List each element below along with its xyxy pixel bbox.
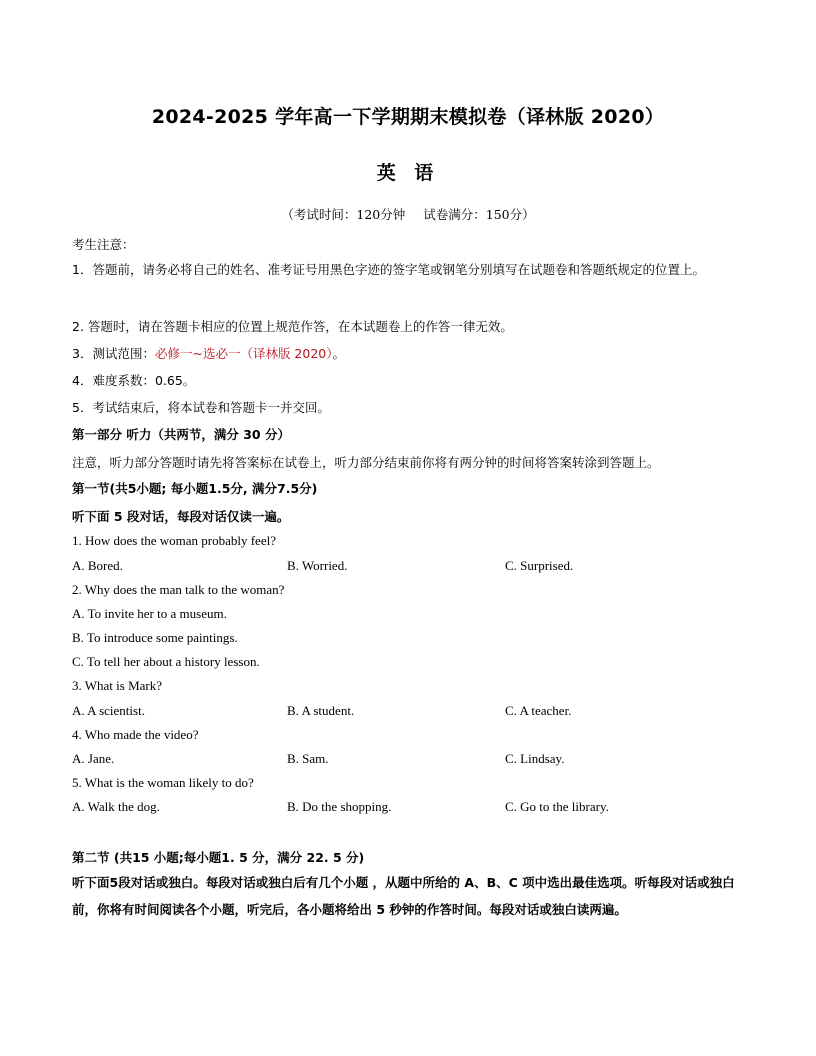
notice-item-4: 4．难度系数：0.65。: [72, 373, 196, 388]
q4-option-a: A. Jane.: [72, 751, 115, 766]
question-4: 4. Who made the video?: [72, 727, 199, 742]
part1-note: 注意，听力部分答题时请先将答案标在试卷上，听力部分结束前你将有两分钟的时间将答案转涂到答题上。: [72, 455, 660, 470]
notice-item-1: 1．答题前，请务必将自己的姓名、准考证号用黑色字迹的签字笔或钢笔分别填写在试题卷和答题纸规定的位置上。: [72, 262, 705, 277]
notice-item-3-prefix: 3．测试范围：: [72, 346, 155, 361]
q3-option-c: C. A teacher.: [505, 703, 572, 718]
part1-heading: 第一部分 听力（共两节，满分 30 分）: [72, 427, 290, 442]
q1-option-c: C. Surprised.: [505, 558, 574, 573]
q3-option-b: B. A student.: [287, 703, 355, 718]
section2-heading: 第二节 (共15 小题;每小题1. 5 分，满分 22. 5 分): [72, 850, 365, 865]
q4-option-b: B. Sam.: [287, 751, 329, 766]
notice-item-2: 2. 答题时，请在答题卡相应的位置上规范作答，在本试题卷上的作答一律无效。: [72, 319, 513, 334]
q5-option-a: A. Walk the dog.: [72, 799, 160, 814]
question-2: 2. Why does the man talk to the woman?: [72, 582, 285, 597]
notice-item-3-suffix: 。: [332, 346, 345, 361]
section1-heading: 第一节(共5小题; 每小题1.5分, 满分7.5分): [72, 481, 318, 496]
section2-instruction: 听下面5段对话或独白。每段对话或独白后有几个小题 ，从题中所给的 A、B、C 项中选出最佳选项。听每段对话或独白前，你将有时间阅读各个小题，听完后，各小题将给出 5 秒钟的作答时间。每段对话或独白读两遍。: [72, 875, 735, 917]
q3-option-a: A. A scientist.: [72, 703, 145, 718]
exam-title: 2024-2025 学年高一下学期期末模拟卷（译林版 2020）: [151, 106, 665, 128]
notice-heading: 考生注意：: [72, 237, 135, 252]
question-5: 5. What is the woman likely to do?: [72, 775, 254, 790]
q5-option-c: C. Go to the library.: [505, 799, 609, 814]
exam-time-info: [0, 205, 816, 223]
time-label: （考试时间：120分钟: [281, 207, 406, 222]
q4-option-c: C. Lindsay.: [505, 751, 565, 766]
score-label: 试卷满分：150分）: [423, 207, 535, 222]
q2-option-b: B. To introduce some paintings.: [72, 630, 238, 645]
test-range: 必修一~选必一（译林版 2020）: [154, 346, 333, 361]
notice-item-5: 5．考试结束后，将本试卷和答题卡一并交回。: [72, 400, 330, 415]
subject-title: 英 语: [376, 162, 440, 184]
notice-item-3: [72, 344, 345, 362]
q1-option-b: B. Worried.: [287, 558, 348, 573]
section1-instruction: 听下面 5 段对话，每段对话仅读一遍。: [72, 509, 290, 524]
q5-option-b: B. Do the shopping.: [287, 799, 392, 814]
q2-option-c: C. To tell her about a history lesson.: [72, 654, 260, 669]
q1-option-a: A. Bored.: [72, 558, 123, 573]
q2-option-a: A. To invite her to a museum.: [72, 606, 227, 621]
question-3: 3. What is Mark?: [72, 678, 163, 693]
question-1: 1. How does the woman probably feel?: [72, 533, 276, 548]
